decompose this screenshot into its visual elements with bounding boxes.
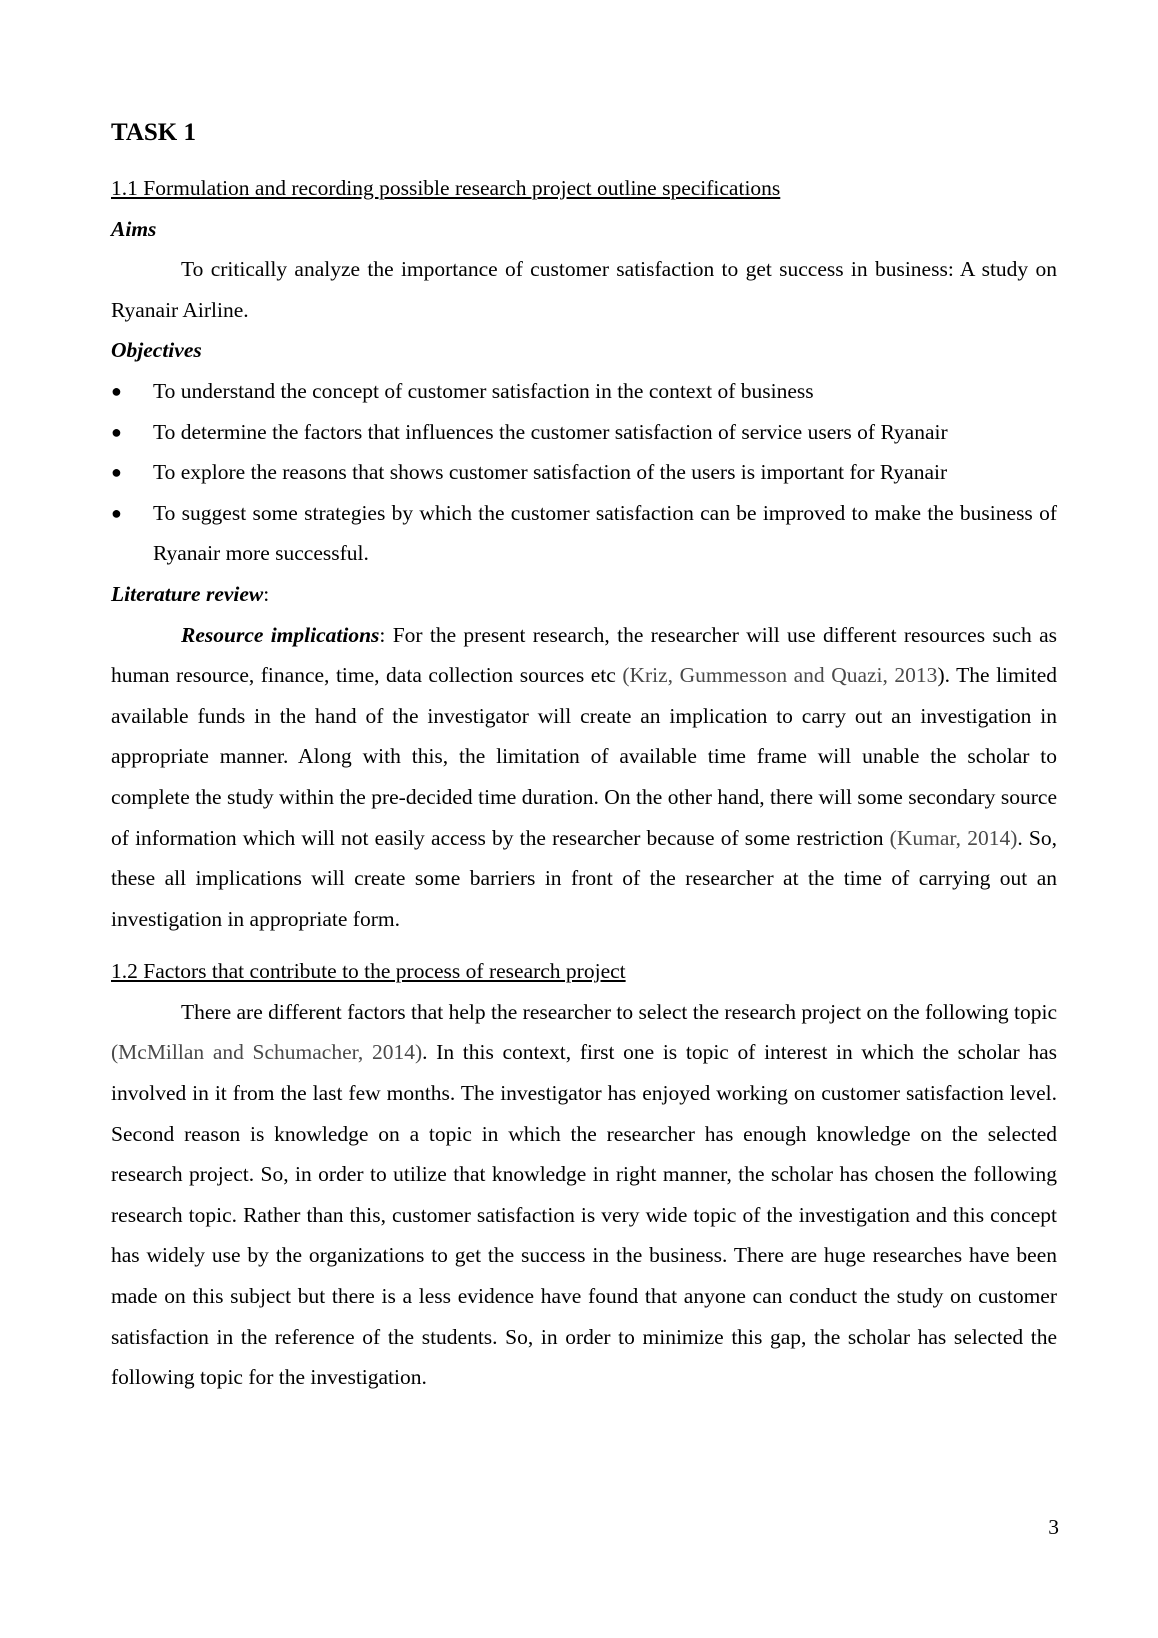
body-text: . In this context, first one is topic of interest in which the scholar has involved in it from the last few months. The investigator has enjoyed working on customer satisfaction level. Second reason is knowledge on a topic in which the researcher has enough knowledge on the selected research project. So, in order to utilize that knowledge in right manner, the scholar has chosen the following research topic. Rather than this, customer satisfaction is very wide topic of the investigation and this concept has widely use by the organizations to get the success in the business. There are huge researches have been made on this subject but there is a less evidence have found that anyone can conduct the study on customer satisfaction in the reference of the students. So, in order to minimize this gap, the scholar has selected the following topic for the investigation. — [111, 1040, 1057, 1390]
objective-text: To understand the concept of customer satisfaction in the context of business — [153, 378, 814, 403]
body-text: There are different factors that help the researcher to select the research project on the following topic — [181, 999, 1057, 1024]
list-item — [111, 371, 1057, 412]
list-item — [111, 412, 1057, 453]
page-number: 3 — [1048, 1515, 1059, 1539]
task-title: TASK 1 — [111, 119, 196, 146]
factors-paragraph — [111, 992, 1057, 1398]
body-text: : For the present research, the researcher will use different resources such as human resource, finance, time, data collection sources etc — [111, 622, 1057, 688]
section-1-1-heading: 1.1 Formulation and recording possible research project outline specifications — [111, 176, 781, 200]
objective-text: To determine the factors that influences the customer satisfaction of service users of Ryanair — [153, 419, 948, 444]
bullet-icon: ● — [111, 421, 122, 442]
document-page — [111, 118, 1057, 1398]
resource-implications-paragraph — [111, 615, 1057, 940]
list-item — [111, 493, 1057, 574]
bullet-icon: ● — [111, 502, 122, 523]
section-1-2-heading: 1.2 Factors that contribute to the process of research project — [111, 959, 626, 984]
aims-label: Aims — [111, 216, 157, 241]
objectives-label: Objectives — [111, 338, 202, 363]
bullet-icon: ● — [111, 380, 122, 401]
literature-review-label: Literature review — [111, 581, 264, 606]
objective-text: To explore the reasons that shows customer satisfaction of the users is important for Ryanair — [153, 460, 948, 485]
citation: (McMillan and Schumacher, 2014) — [111, 1040, 423, 1065]
list-item — [111, 452, 1057, 493]
literature-review-heading — [111, 574, 1057, 615]
objectives-list — [111, 371, 1057, 574]
aims-paragraph: To critically analyze the importance of customer satisfaction to get success in business: A study on Ryanair Airline. — [111, 257, 1057, 322]
bullet-icon: ● — [111, 462, 122, 483]
citation: (Kriz, Gummesson and Quazi, 2013 — [622, 663, 938, 688]
resource-implications-label: Resource implications — [181, 622, 380, 647]
literature-review-colon: : — [263, 581, 270, 606]
objective-text: To suggest some strategies by which the customer satisfaction can be improved to make the business of Ryanair more successful. — [153, 500, 1057, 566]
body-text: . So, these all implications will create some barriers in front of the researcher at the time of carrying out an investigation in appropriate form. — [111, 825, 1057, 931]
body-text: ). The limited available funds in the hand of the investigator will create an implication to carry out an investigation in appropriate manner. Along with this, the limitation of available time frame will unable the scholar to complete the study within the pre-decided time duration. On the other hand, there will some secondary source of information which will not easily access by the researcher because of some restriction — [111, 663, 1057, 850]
citation: (Kumar, 2014) — [889, 825, 1018, 850]
